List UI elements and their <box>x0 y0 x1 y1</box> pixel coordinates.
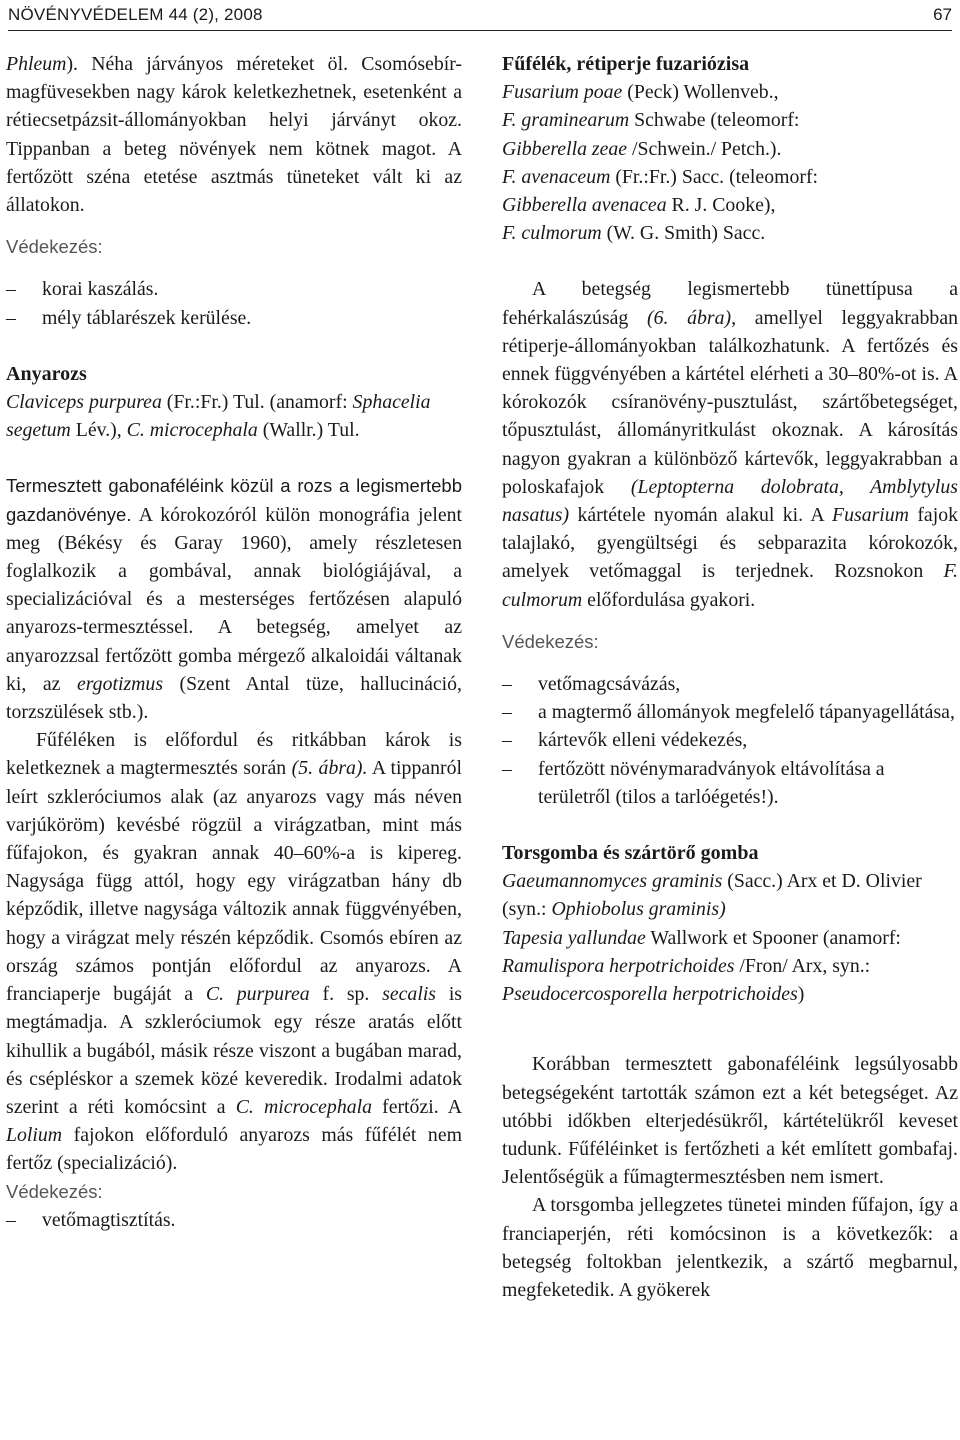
paragraph-text: ). Néha járványos méreteket öl. Csomósebír-magfüvesekben nagy károk keletkezhetnek, esetenként a rétiecsetpázsit-állományokban helyi járványt okoz. Tippanban a beteg növények nem kötnek magot. A fertőzött széna etetése asztmás tüneteket vált ki az állatokon. <box>6 53 462 217</box>
list-item: – kártevők elleni védekezés, <box>502 729 748 752</box>
species-name: (Leptopterna dolobrata, Amblytylus nasatus) <box>502 475 958 527</box>
paragraph-text: (Szent Antal tüze, hallucináció, torzszülések stb.). <box>6 672 462 724</box>
paragraph-text: előfordulása gyakori. <box>582 588 756 611</box>
list-item: – vetőmagcsávázás, <box>502 673 681 696</box>
taxonomy-line <box>502 106 958 134</box>
list-item-text: fertőzött növénymaradványok eltávolítása a területről (tilos a tarlóégetés!). <box>538 757 885 808</box>
italic-term: ergotizmus <box>76 672 164 695</box>
list-item-text: mély táblarészek kerülése. <box>42 306 252 329</box>
list-item: – mély táblarészek kerülése. <box>6 306 252 329</box>
species-name: C. microcephala <box>235 1095 372 1118</box>
paragraph-text: Fűféléken is előfordul és ritkábban károk is keletkeznek a magtermesztés során <box>6 729 462 780</box>
right-column <box>502 50 958 1304</box>
paragraph-phleum <box>6 50 462 219</box>
paragraph-text: amellyel leggyakrabban rétiperje-állományokban találkozhatunk. A fertőzés és ennek függvényében a kártétel elérheti a 30–80%-ot is. A kórokozók csíranövény-pusztulást, szártőbetegséget, tőpusztulást, állományritkulást okoznak. A károsítás nagyon gyakran a különböző kártevők, leggyakrabban a poloskafajok <box>502 306 958 498</box>
list-item-text: korai kaszálás. <box>42 278 159 301</box>
species-name: F. avenaceum <box>502 165 611 188</box>
authority: (Fr.:Fr.) Sacc. (teleomorf: <box>610 165 819 188</box>
species-name: Gaeumannomyces graminis <box>502 870 723 893</box>
paragraph-text: kártétele nyomán alakul ki. A <box>569 504 833 527</box>
figure-reference: (5. ábra). <box>291 757 368 780</box>
taxonomy-line <box>502 135 958 163</box>
italic-term: Phleum <box>6 53 67 75</box>
authority: (Wallr.) Tul. <box>257 419 360 442</box>
running-header <box>8 0 952 31</box>
authority: /Fron/ Arx, syn.: <box>734 954 871 977</box>
authority: Wallwork et Spooner (anamorf: <box>645 926 901 949</box>
paragraph-text: A betegség legismertebb tünettípusa a fehérkalászúság <box>502 278 958 329</box>
authority: (W. G. Smith) Sacc. <box>601 222 766 245</box>
left-column <box>6 50 462 1234</box>
protection-heading: Védekezés: <box>6 1180 103 1202</box>
authority: (Peck) Wollenveb., <box>622 81 779 104</box>
species-name: Pseudocercosporella herpotrichoides <box>502 983 798 1006</box>
figure-reference: (6. ábra), <box>647 306 737 329</box>
protection-heading: Védekezés: <box>502 630 599 652</box>
species-name: Fusarium <box>832 504 909 527</box>
species-name: C. microcephala <box>126 419 258 442</box>
species-name: F. graminearum <box>502 109 630 132</box>
page-number: 67 <box>933 5 952 24</box>
lead-text: Termesztett gabonaféléink közül a rozs a legismertebb gazdanövénye. <box>6 475 462 525</box>
species-name: F. culmorum <box>502 560 958 611</box>
paragraph-anyarozs <box>6 472 462 726</box>
paragraph-text: is megtámadja. A szkleróciumok egy része aratás előtt kihullik a bugából, másik része viszont a bugában marad, és csépléskor a szemek közé keveredik. Irodalmi adatok szerint a réti komócsint a <box>6 983 463 1118</box>
list-item: – fertőzött növénymaradványok eltávolítása a területről (tilos a tarlóégetés!). <box>502 757 885 808</box>
section-title-torsgomba: Torsgomba és szártörő gomba <box>502 842 759 865</box>
section-title-anyarozs: Anyarozs <box>6 362 87 385</box>
journal-title: NÖVÉNYVÉDELEM 44 (2), 2008 <box>8 5 263 24</box>
section-title-fuzariozis: Fűfélék, rétiperje fuzariózisa <box>502 53 750 75</box>
authority: (Fr.:Fr.) Tul. (anamorf: <box>161 391 353 414</box>
paragraph-text: A tippanról leírt szkleróciumos alak (az anyarozs vagy más néven varjúköröm) kevésbé rögzül a virágzatban, mint más fűfajokon, és gyakran annak 40–60%-a is kipereg. Nagysága függ attól, hogy egy virágzatban hány db képződik, illetve nagysága változik annak függvényében, hogy a virágzat mely részén képződik. Csomós ebíren az ország számos pontján előfordul az anyarozs. A franciaperje bugáját a <box>6 757 462 1006</box>
species-name: Gibberella avenacea <box>502 194 667 217</box>
taxonomy-line <box>502 191 958 219</box>
taxonomy-line <box>502 163 958 191</box>
list-item-text: a magtermő állományok megfelelő tápanyagellátása, <box>538 701 955 724</box>
species-name: Ramulispora herpotrichoides <box>502 954 735 977</box>
taxonomy-line <box>502 219 958 247</box>
authority: Lév.), <box>70 419 127 442</box>
species-name: Ophiobolus graminis) <box>551 898 726 921</box>
list-item: – korai kaszálás. <box>6 278 159 301</box>
taxonomy-torsgomba <box>502 867 958 1008</box>
authority: Schwabe (teleomorf: <box>629 109 800 132</box>
species-name: Claviceps purpurea <box>6 391 162 414</box>
list-item-text: vetőmagcsávázás, <box>538 673 681 696</box>
paragraph-text: f. sp. <box>309 983 383 1006</box>
protection-heading: Védekezés: <box>6 236 103 258</box>
list-item-text: vetőmagtisztítás. <box>42 1208 176 1231</box>
species-name: C. purpurea <box>205 983 310 1006</box>
species-name: Lolium <box>6 1124 63 1147</box>
species-name: Fusarium poae <box>502 81 623 104</box>
authority: /Schwein./ Petch.). <box>627 137 782 160</box>
list-item: – a magtermő állományok megfelelő tápanyagellátása, <box>502 701 955 724</box>
paragraph-text: fajok talajlakó, gyengültségi és sebparazita kórokozók, amelyek vetőmaggal is terjednek. Rozsnokon <box>502 504 958 583</box>
species-name: F. culmorum <box>502 222 602 245</box>
paragraph-torsgomba-1: Korábban termesztett gabonaféléink legsúlyosabb betegségeként tartották számon ezt a két betegséget. Az utóbbi időkben elterjedésükről, kártételükről keveset tudunk. Fűféléinket is fertőzheti a két említett gombafaj. Jelentőségük a fűmagtermesztésben nem ismert. <box>502 1053 958 1189</box>
species-name: Tapesia yallundae <box>502 926 646 949</box>
taxonomy-line <box>502 78 958 106</box>
paragraph-text: fajokon előforduló anyarozs más fűfélét nem fertőz (specializáció). <box>6 1124 462 1175</box>
paragraph-fufeleken <box>6 726 462 1177</box>
list-item: – vetőmagtisztítás. <box>6 1208 176 1231</box>
authority: ) <box>797 983 805 1006</box>
paragraph-fuzariozis <box>502 275 958 613</box>
taxonomy-anyarozs <box>6 388 462 444</box>
paragraph-text: fertőzi. A <box>371 1095 462 1118</box>
authority: (Sacc.) Arx et D. Olivier (syn.: <box>502 870 922 921</box>
authority: R. J. Cooke), <box>666 194 776 217</box>
taxonomy-fusarium <box>502 78 958 247</box>
paragraph-text: A kórokozóról külön monográfia jelent meg (Békésy és Garay 1960), amely részletesen foglalkozik a gombával, annak biológiájával, a specializációval és a mesterséges fertőzésen alapuló anyarozs-termesztéssel. A betegség, amelyet az anyarozzsal fertőzött gomba mérgező alkaloidái váltanak ki, az <box>6 503 462 695</box>
species-name: Sphacelia segetum <box>6 391 431 442</box>
species-name: secalis <box>382 983 437 1006</box>
species-name: Gibberella zeae <box>502 137 628 160</box>
list-item-text: kártevők elleni védekezés, <box>538 729 748 752</box>
paragraph-torsgomba-2: A torsgomba jellegzetes tünetei minden fűfajon, így a franciaperjén, réti komócsinon is a következők: a betegség foltokban jelentkezik, a szártő megbarnul, megfeketedik. A gyökerek <box>502 1194 958 1301</box>
